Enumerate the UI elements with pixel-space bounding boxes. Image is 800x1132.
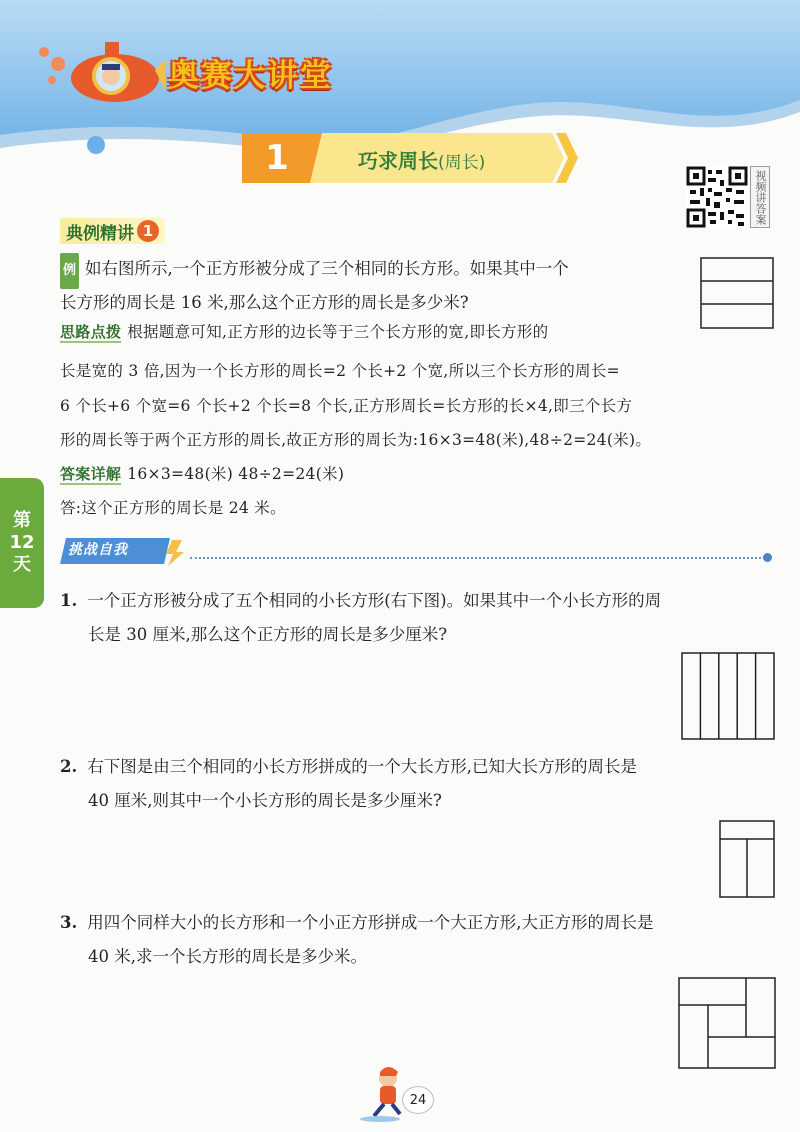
example-question-line2: 长方形的周长是 16 米,那么这个正方形的周长是多少米? <box>60 293 469 312</box>
question-2-number: 2. <box>60 757 78 776</box>
day-tab-char2: 天 <box>13 554 31 575</box>
hint-line2: 长是宽的 3 倍,因为一个长方形的周长=2 个长+2 个宽,所以三个长方形的周长= <box>60 362 620 380</box>
topic-number: 1 <box>265 138 289 178</box>
example-figure-square-three-rects <box>700 257 774 329</box>
question-1-line2: 长是 30 厘米,那么这个正方形的周长是多少厘米? <box>88 625 448 644</box>
qr-code-icon[interactable] <box>686 166 748 228</box>
example-heading-badge: 1 <box>137 220 159 242</box>
question-3-figure-pinwheel <box>678 977 776 1069</box>
brand-title: 奥赛大讲堂 <box>168 58 333 94</box>
hint-line4: 形的周长等于两个正方形的周长,故正方形的周长为:16×3=48(米),48÷2=24(米)。 <box>60 431 652 449</box>
question-3-text1: 用四个同样大小的长方形和一个小正方形拼成一个大正方形,大正方形的周长是 <box>87 913 654 932</box>
question-1-figure-five-rects <box>681 652 775 740</box>
answer-final: 答:这个正方形的周长是 24 米。 <box>60 499 286 517</box>
question-3-line2: 40 米,求一个长方形的周长是多少米。 <box>88 947 367 966</box>
question-1-text1: 一个正方形被分成了五个相同的小长方形(右下图)。如果其中一个小长方形的周 <box>87 591 662 610</box>
question-3-number: 3. <box>60 913 78 932</box>
submarine-mascot-icon <box>65 30 165 110</box>
day-tab-number: 12 <box>9 532 35 553</box>
question-3-line1 <box>60 906 653 940</box>
example-text: 如右图所示,一个正方形被分成了三个相同的长方形。如果其中一个 <box>85 259 569 278</box>
challenge-divider-dot <box>763 553 772 562</box>
answer-line <box>60 462 344 484</box>
example-question-line1 <box>60 252 569 289</box>
answer-calc: 16×3=48(米) 48÷2=24(米) <box>127 465 345 483</box>
example-tag: 例 <box>60 253 79 289</box>
runner-mascot-icon <box>358 1064 408 1122</box>
page-number: 24 <box>402 1086 434 1114</box>
answer-label: 答案详解 <box>60 465 122 483</box>
question-2-figure-three-rects <box>719 820 775 898</box>
example-heading <box>60 218 165 244</box>
question-2-line1 <box>60 750 637 784</box>
challenge-heading: 挑战自我 <box>68 542 128 558</box>
qr-label: 视频讲答案 <box>750 166 770 228</box>
hint-line1 <box>60 320 548 342</box>
topic-title <box>358 145 485 174</box>
question-2-line2: 40 厘米,则其中一个小长方形的周长是多少厘米? <box>88 791 442 810</box>
topic-subtitle: (周长) <box>438 153 486 173</box>
day-tab-char1: 第 <box>13 510 31 531</box>
question-2-text1: 右下图是由三个相同的小长方形拼成的一个大长方形,已知大长方形的周长是 <box>87 757 637 776</box>
hint-label: 思路点拨 <box>60 323 122 341</box>
question-1-number: 1. <box>60 591 78 610</box>
hint-line3: 6 个长+6 个宽=6 个长+2 个长=8 个长,正方形周长=长方形的长×4,即三个长方 <box>60 397 633 415</box>
example-heading-text: 典例精讲 <box>66 223 134 244</box>
day-tab <box>0 478 44 608</box>
challenge-divider <box>190 557 765 559</box>
hint-text1: 根据题意可知,正方形的边长等于三个长方形的宽,即长方形的 <box>127 323 549 341</box>
topic-title-text: 巧求周长 <box>358 149 438 173</box>
question-1-line1 <box>60 584 661 618</box>
